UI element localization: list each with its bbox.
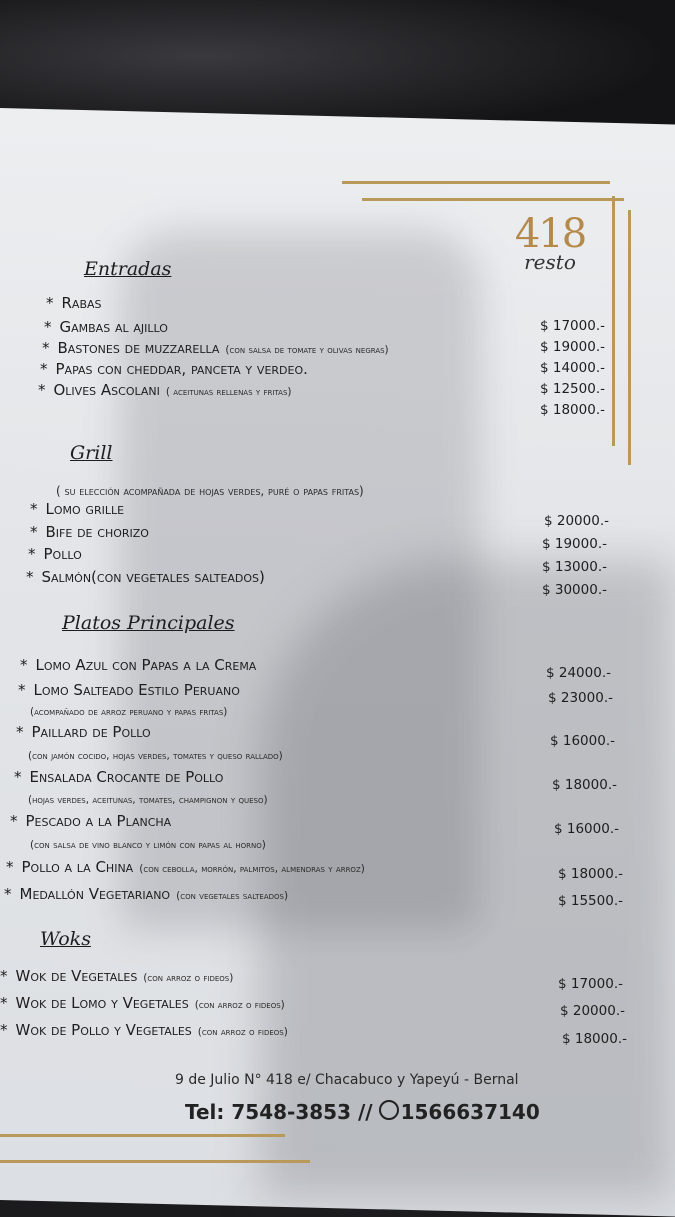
logo-word: resto: [524, 250, 576, 274]
menu-item: * Bastones de muzzarella (con salsa de tomate y olivas negras): [42, 339, 389, 357]
logo-number: 418: [514, 211, 586, 257]
menu-item: * Olives Ascolani ( aceitunas rellenas y fritas): [38, 381, 292, 399]
item-price: $ 24000.-: [546, 665, 611, 681]
item-description: (con salsa de vino blanco y limón con papas al horno): [30, 839, 266, 851]
item-price: $ 17000.-: [540, 318, 605, 334]
item-price: $ 23000.-: [548, 690, 613, 706]
item-description: (acompañado de arroz peruano y papas fritas): [30, 706, 228, 718]
item-price: $ 18000.-: [552, 777, 617, 793]
item-description: (con jamón cocido, hojas verdes, tomates y queso rallado): [28, 750, 283, 762]
item-price: $ 17000.-: [558, 976, 623, 992]
menu-item: * Lomo Azul con Papas a la Crema: [20, 656, 257, 674]
menu-item: * Lomo Salteado Estilo Peruano: [18, 681, 240, 699]
gold-line-side-2: [628, 210, 631, 465]
item-price: $ 19000.-: [542, 536, 607, 552]
menu-item: * Wok de Pollo y Vegetales (con arroz o fideos): [0, 1021, 288, 1039]
item-price: $ 18000.-: [562, 1031, 627, 1047]
item-price: $ 14000.-: [540, 360, 605, 376]
restaurant-address: 9 de Julio N° 418 e/ Chacabuco y Yapeyú - Bernal: [175, 1072, 519, 1088]
item-price: $ 13000.-: [542, 559, 607, 575]
menu-item: * Medallón Vegetariano (con vegetales salteados): [4, 885, 289, 903]
item-price: $ 15500.-: [558, 893, 623, 909]
item-price: $ 19000.-: [540, 339, 605, 355]
section-title-platos-principales: Platos Principales: [62, 612, 235, 634]
grill-subtitle: ( su elección acompañada de hojas verdes, puré o papas fritas): [56, 484, 364, 498]
whatsapp-icon: [379, 1100, 399, 1120]
section-title-grill: Grill: [70, 442, 113, 464]
gold-line-side-1: [612, 196, 615, 446]
whatsapp-number: 1566637140: [400, 1100, 540, 1124]
item-price: $ 30000.-: [542, 582, 607, 598]
menu-item: * Papas con cheddar, panceta y verdeo.: [40, 360, 308, 378]
item-price: $ 12500.-: [540, 381, 605, 397]
restaurant-phone: [185, 1100, 540, 1124]
item-price: $ 20000.-: [544, 513, 609, 529]
menu-item: * Lomo grille: [30, 500, 125, 518]
gold-line-top-1: [342, 181, 610, 184]
menu-item: * Ensalada Crocante de Pollo: [14, 768, 224, 786]
menu-item: * Paillard de Pollo: [16, 723, 151, 741]
item-description: (hojas verdes, aceitunas, tomates, champignon y queso): [28, 794, 268, 806]
menu-item: * Rabas: [46, 294, 102, 312]
resto-logo: [500, 211, 600, 274]
menu-item: * Bife de chorizo: [30, 523, 149, 541]
menu-item: * Pollo: [28, 545, 82, 563]
gold-line-top-2: [362, 198, 624, 201]
menu-item: * Pollo a la China (con cebolla, morrón, palmitos, almendras y arroz): [6, 858, 365, 876]
phone-number: Tel: 7548-3853 //: [185, 1100, 373, 1124]
gold-line-bottom-1: [0, 1134, 285, 1137]
item-price: $ 18000.-: [540, 402, 605, 418]
item-price: $ 18000.-: [558, 866, 623, 882]
section-title-entradas: Entradas: [84, 258, 172, 280]
item-price: $ 16000.-: [550, 733, 615, 749]
menu-item: * Salmón(con vegetales salteados): [26, 568, 265, 586]
menu-item: * Gambas al ajillo: [44, 318, 168, 336]
menu-item: * Pescado a la Plancha: [10, 812, 172, 830]
menu-item: * Wok de Lomo y Vegetales (con arroz o fideos): [0, 994, 285, 1012]
gold-line-bottom-2: [0, 1160, 310, 1163]
item-price: $ 20000.-: [560, 1003, 625, 1019]
section-title-woks: Woks: [40, 928, 91, 950]
item-price: $ 16000.-: [554, 821, 619, 837]
menu-item: * Wok de Vegetales (con arroz o fideos): [0, 967, 234, 985]
